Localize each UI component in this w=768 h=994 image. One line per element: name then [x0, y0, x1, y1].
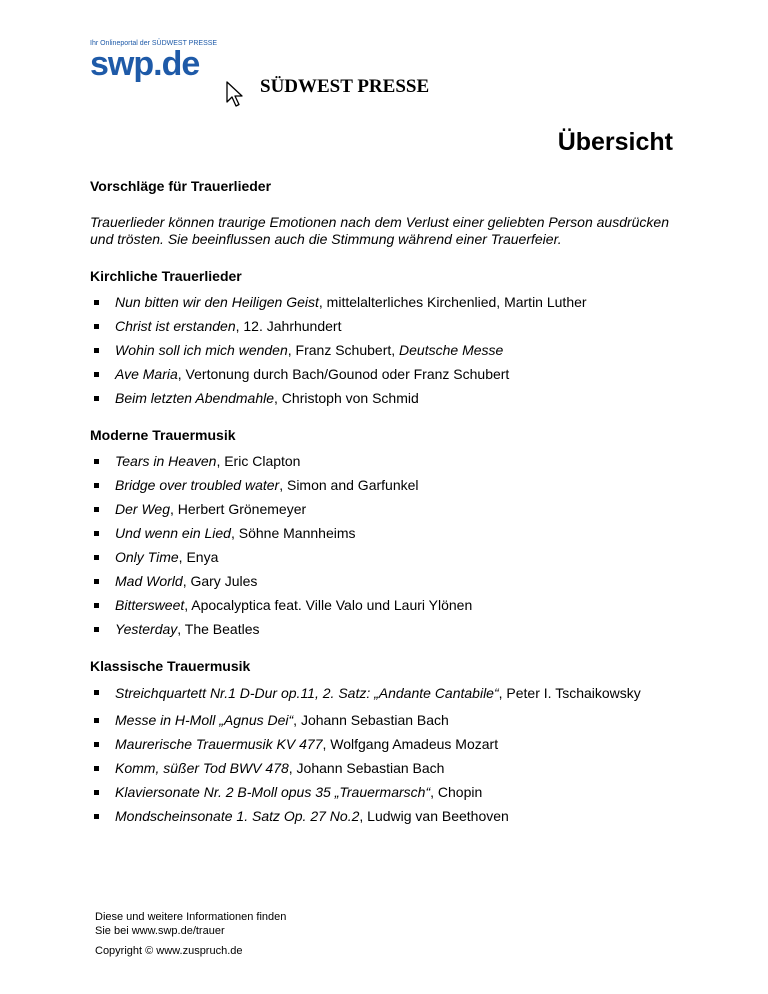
work-title: Yesterday	[115, 621, 178, 637]
logo-tagline: Ihr Onlineportal der SÜDWEST PRESSE	[90, 40, 218, 47]
work-info: , Eric Clapton	[216, 453, 301, 469]
section-heading: Moderne Trauermusik	[90, 427, 236, 443]
list-item	[90, 760, 680, 777]
work-title: Klaviersonate Nr. 2 B-Moll opus 35 „Trauermarsch“	[115, 784, 431, 800]
list-item	[90, 318, 680, 335]
song-list	[90, 453, 680, 638]
list-item	[90, 366, 680, 383]
square-bullet-icon	[94, 396, 99, 401]
list-item	[90, 784, 680, 801]
work-title: Maurerische Trauermusik KV 477	[115, 736, 323, 752]
footer-line-1: Diese und weitere Informationen finden	[95, 911, 287, 923]
square-bullet-icon	[94, 690, 99, 695]
square-bullet-icon	[94, 603, 99, 608]
work-info: , Simon and Garfunkel	[279, 477, 419, 493]
work-title: Bridge over troubled water	[115, 477, 280, 493]
footer-line-2: Sie bei www.swp.de/trauer	[95, 925, 225, 937]
square-bullet-icon	[94, 483, 99, 488]
square-bullet-icon	[94, 300, 99, 305]
pointer-cursor-icon	[225, 80, 247, 108]
square-bullet-icon	[94, 742, 99, 747]
square-bullet-icon	[94, 459, 99, 464]
work-info: , Vertonung durch Bach/Gounod oder Franz Schubert	[177, 366, 510, 382]
work-title-secondary: Deutsche Messe	[399, 342, 504, 358]
song-list	[90, 294, 680, 407]
work-title: Nun bitten wir den Heiligen Geist	[115, 294, 319, 310]
work-info: , Wolfgang Amadeus Mozart	[322, 736, 499, 752]
square-bullet-icon	[94, 627, 99, 632]
work-title: Mad World	[115, 573, 183, 589]
list-item	[90, 621, 680, 638]
section-heading: Kirchliche Trauerlieder	[90, 268, 242, 284]
list-item	[90, 390, 680, 407]
work-info: , Apocalyptica feat. Ville Valo und Lauri Ylönen	[184, 597, 473, 613]
work-title: Only Time	[115, 549, 179, 565]
work-title: Christ ist erstanden	[115, 318, 236, 334]
work-info: , Johann Sebastian Bach	[288, 760, 445, 776]
work-info: , Herbert Grönemeyer	[169, 501, 307, 517]
intro-heading: Vorschläge für Trauerlieder	[90, 178, 272, 194]
square-bullet-icon	[94, 814, 99, 819]
work-title: Der Weg	[115, 501, 170, 517]
sections-container	[90, 268, 680, 825]
square-bullet-icon	[94, 766, 99, 771]
work-info: , Söhne Mannheims	[230, 525, 356, 541]
list-item	[90, 681, 680, 705]
list-item	[90, 549, 680, 566]
work-title: Tears in Heaven	[115, 453, 217, 469]
list-item	[90, 736, 680, 753]
list-item	[90, 294, 680, 311]
list-item	[90, 477, 680, 494]
header	[90, 40, 690, 110]
square-bullet-icon	[94, 348, 99, 353]
footer-copyright: Copyright © www.zuspruch.de	[95, 945, 243, 957]
work-info: , Franz Schubert,	[287, 342, 400, 358]
list-item	[90, 342, 680, 359]
song-list	[90, 681, 680, 825]
swp-logo: swp.de	[90, 45, 200, 83]
work-info: , mittelalterliches Kirchenlied, Martin Luther	[318, 294, 587, 310]
work-info: , 12. Jahrhundert	[235, 318, 342, 334]
work-title: Streichquartett Nr.1 D-Dur op.11, 2. Satz: „Andante Cantabile“	[115, 685, 499, 701]
square-bullet-icon	[94, 531, 99, 536]
square-bullet-icon	[94, 579, 99, 584]
square-bullet-icon	[94, 372, 99, 377]
list-item	[90, 453, 680, 470]
section	[90, 427, 680, 638]
work-info: , Gary Jules	[182, 573, 258, 589]
work-title: Beim letzten Abendmahle	[115, 390, 275, 406]
work-info: , Enya	[178, 549, 219, 565]
work-info: , Chopin	[430, 784, 483, 800]
list-item	[90, 501, 680, 518]
work-title: Wohin soll ich mich wenden	[115, 342, 288, 358]
list-item	[90, 525, 680, 542]
list-item	[90, 573, 680, 590]
work-title: Mondscheinsonate 1. Satz Op. 27 No.2	[115, 808, 360, 824]
work-info: , The Beatles	[177, 621, 260, 637]
list-item	[90, 597, 680, 614]
work-info: , Ludwig van Beethoven	[359, 808, 509, 824]
section	[90, 658, 680, 825]
square-bullet-icon	[94, 324, 99, 329]
work-info: , Christoph von Schmid	[274, 390, 419, 406]
page-title: Übersicht	[557, 128, 673, 156]
square-bullet-icon	[94, 555, 99, 560]
work-info: , Johann Sebastian Bach	[293, 712, 449, 728]
work-title: Komm, süßer Tod BWV 478	[115, 760, 289, 776]
work-info: , Peter I. Tschaikowsky	[498, 685, 641, 701]
square-bullet-icon	[94, 718, 99, 723]
work-title: Messe in H-Moll „Agnus Dei“	[115, 712, 294, 728]
document-body	[90, 178, 680, 832]
footer	[95, 910, 286, 958]
list-item	[90, 712, 680, 729]
section-heading: Klassische Trauermusik	[90, 658, 251, 674]
work-title: Bittersweet	[115, 597, 185, 613]
work-title: Ave Maria	[115, 366, 178, 382]
square-bullet-icon	[94, 507, 99, 512]
work-title: Und wenn ein Lied	[115, 525, 231, 541]
intro-text: Trauerlieder können traurige Emotionen nach dem Verlust einer geliebten Person ausdrücken und trösten. Sie beeinflussen auch die Stimmung während einer Trauerfeier.	[90, 214, 670, 247]
section	[90, 268, 680, 407]
brand-name: SÜDWEST PRESSE	[260, 76, 430, 97]
list-item	[90, 808, 680, 825]
square-bullet-icon	[94, 790, 99, 795]
